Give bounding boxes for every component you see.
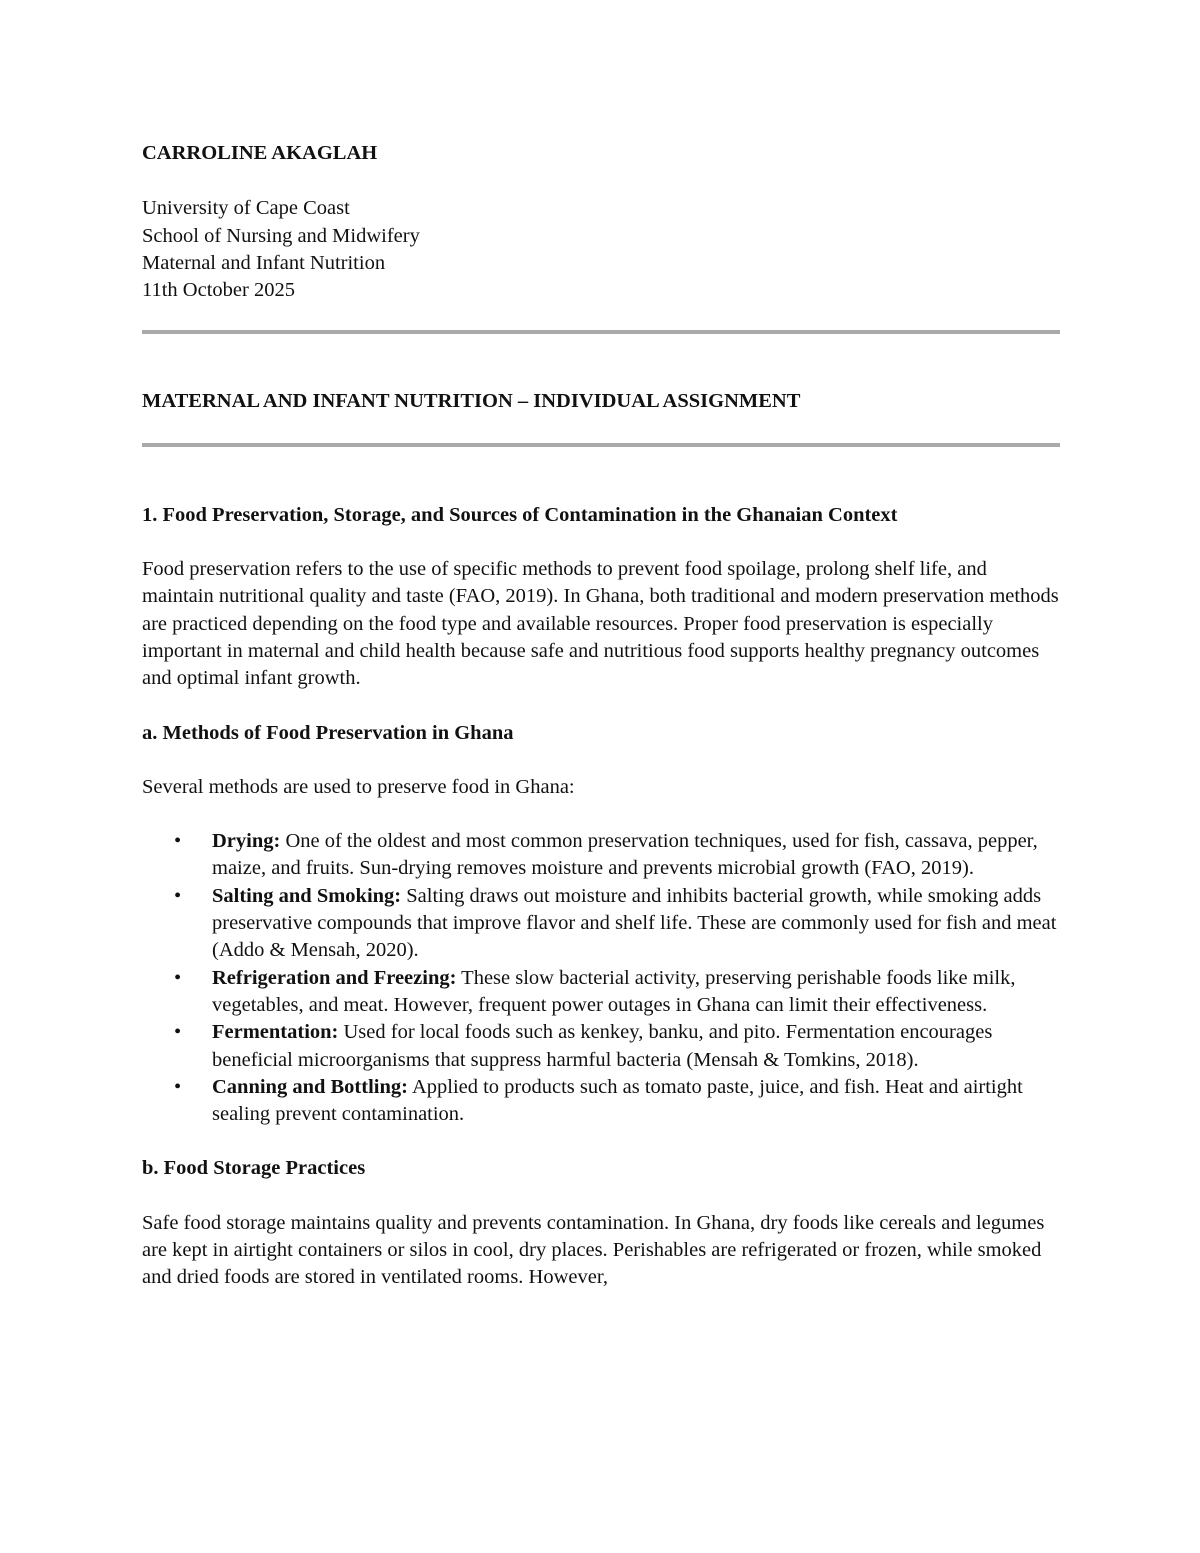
method-text: One of the oldest and most common preservation techniques, used for fish, cassava, pepper, maize, and fruits. Sun-drying removes moisture and prevents microbial growth (FAO, 2019). xyxy=(212,830,1038,880)
school-name: School of Nursing and Midwifery xyxy=(142,224,420,247)
bullet-icon: • xyxy=(174,830,182,853)
document-title: MATERNAL AND INFANT NUTRITION – INDIVIDUAL ASSIGNMENT xyxy=(142,390,801,413)
method-term: Canning and Bottling: xyxy=(212,1075,408,1098)
method-text: Applied to products such as tomato paste, juice, and fish. Heat and airtight sealing prevent contamination. xyxy=(212,1075,1023,1126)
method-text: Salting draws out moisture and inhibits bacterial growth, while smoking adds preservative compounds that improve flavor and shelf life. These are commonly used for fish and meat (Addo & Mensah, 2020). xyxy=(212,884,1057,962)
header-info xyxy=(142,195,1060,304)
list-item xyxy=(174,965,1060,1020)
method-term: Drying: xyxy=(212,830,281,853)
storage-heading: b. Food Storage Practices xyxy=(142,1157,366,1180)
storage-text: Safe food storage maintains quality and prevents contamination. In Ghana, dry foods like cereals and legumes are kept in airtight containers or silos in cool, dry places. Perishables are refrigerated or frozen, while smoked and dried foods are stored in ventilated rooms. However, xyxy=(142,1211,1045,1289)
method-term: Refrigeration and Freezing: xyxy=(212,966,457,989)
list-item xyxy=(174,883,1060,965)
list-item xyxy=(174,1019,1060,1074)
bullet-icon: • xyxy=(174,1021,182,1044)
section-1-heading: 1. Food Preservation, Storage, and Sources of Contamination in the Ghanaian Context xyxy=(142,503,898,526)
method-text: These slow bacterial activity, preserving perishable foods like milk, vegetables, and meat. However, frequent power outages in Ghana can limit their effectiveness. xyxy=(212,966,1016,1016)
section-1-intro: Food preservation refers to the use of specific methods to prevent food spoilage, prolong shelf life, and maintain nutritional quality and taste (FAO, 2019). In Ghana, both traditional and modern preservation methods are practiced depending on the food type and available resources. Proper food preservation is especially important in maternal and child health because safe and nutritious food supports healthy pregnancy outcomes and optimal infant growth. xyxy=(142,558,1059,690)
document-date: 11th October 2025 xyxy=(142,279,295,302)
bullet-icon: • xyxy=(174,884,182,907)
title-divider xyxy=(142,443,1060,447)
list-item xyxy=(174,828,1060,883)
method-term: Salting and Smoking: xyxy=(212,884,402,907)
list-item xyxy=(174,1074,1060,1129)
bullet-icon: • xyxy=(174,1075,182,1098)
method-text: Used for local foods such as kenkey, banku, and pito. Fermentation encourages beneficial microorganisms that suppress harmful bacteria (Mensah & Tomkins, 2018). xyxy=(212,1021,993,1071)
methods-list xyxy=(142,828,1060,1128)
university-name: University of Cape Coast xyxy=(142,197,350,220)
method-term: Fermentation: xyxy=(212,1021,339,1044)
author-name: CARROLINE AKAGLAH xyxy=(142,142,378,164)
document-page xyxy=(142,140,1060,1319)
course-name: Maternal and Infant Nutrition xyxy=(142,251,386,274)
methods-lead: Several methods are used to preserve food in Ghana: xyxy=(142,775,575,798)
bullet-icon: • xyxy=(174,966,182,989)
methods-heading: a. Methods of Food Preservation in Ghana xyxy=(142,721,514,744)
top-divider xyxy=(142,330,1060,334)
